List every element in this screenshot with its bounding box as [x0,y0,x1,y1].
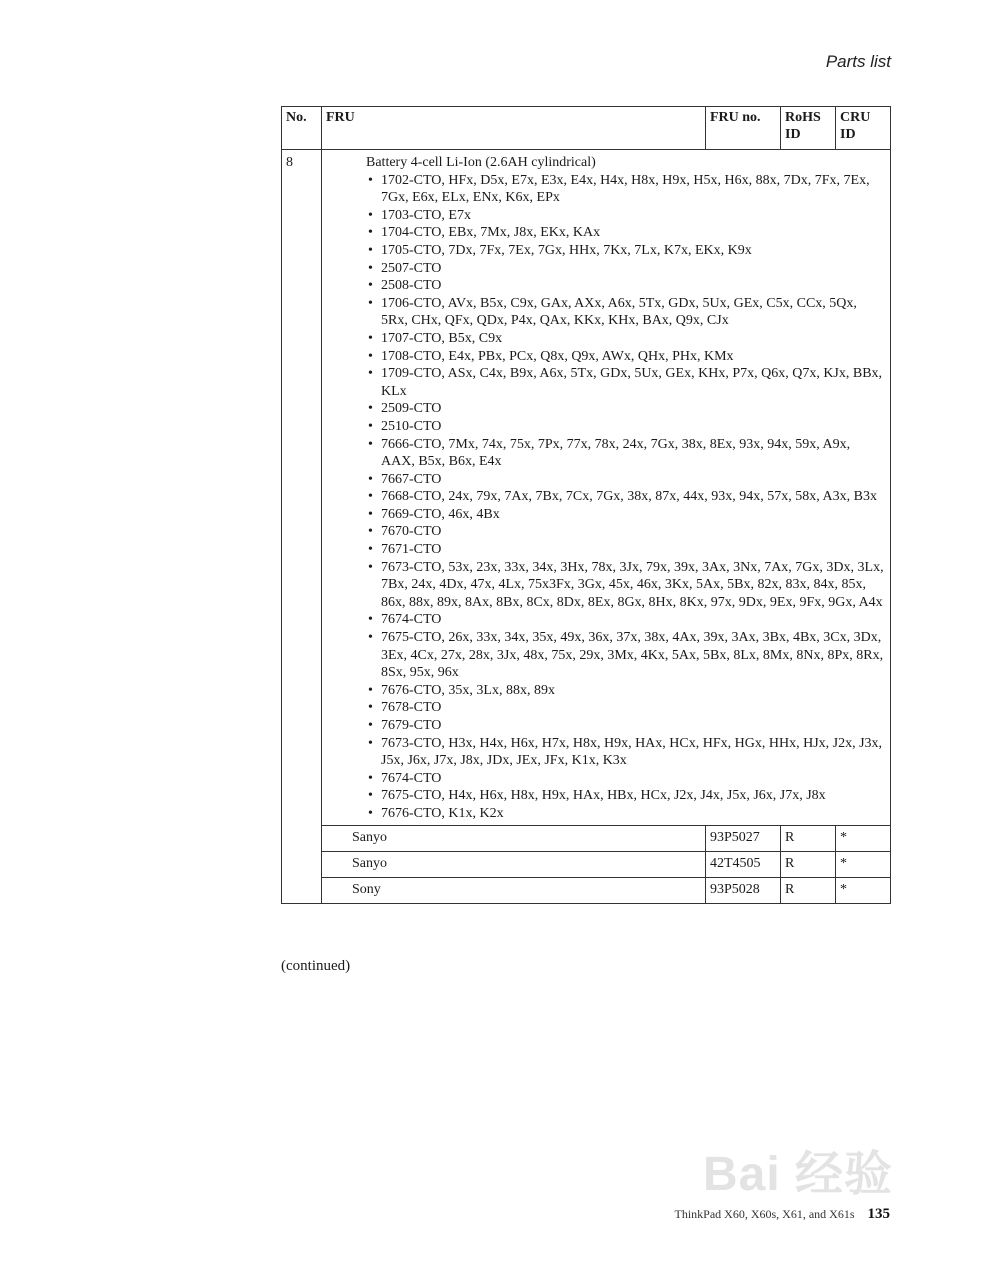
variant-row [282,851,891,877]
variant-cru: * [836,825,891,851]
variant-fru-no: 93P5028 [706,877,781,903]
col-header-rohs-id: RoHS ID [781,107,836,150]
baidu-watermark [703,1133,933,1203]
model-list-item: • 7676-CTO, 35x, 3Lx, 88x, 89x [366,682,886,700]
model-list [366,172,886,823]
variant-row [282,825,891,851]
variant-fru-no: 42T4505 [706,851,781,877]
page-footer [675,1206,891,1223]
book-title: ThinkPad X60, X60s, X61, and X61s [674,1207,855,1221]
model-list-item: • 7679-CTO [366,717,886,735]
col-header-cru-id: CRU ID [836,107,891,150]
model-list-item: • 7678-CTO [366,699,886,717]
watermark-logo: Bai 经验 [703,1148,894,1201]
model-list-item: • 7668-CTO, 24x, 79x, 7Ax, 7Bx, 7Cx, 7Gx, 38x, 87x, 44x, 93x, 94x, 57x, 58x, A3x, B3x [366,488,886,506]
model-list-item: • 7674-CTO [366,770,886,788]
model-list-item: • 7676-CTO, K1x, K2x [366,805,886,823]
model-list-item: • 2507-CTO [366,260,886,278]
model-list-item: • 7669-CTO, 46x, 4Bx [366,506,886,524]
variant-rohs: R [781,877,836,903]
model-list-item: • 7666-CTO, 7Mx, 74x, 75x, 7Px, 77x, 78x, 24x, 7Gx, 38x, 8Ex, 93x, 94x, 59x, A9x, AAX, B5x, B6x, E4x [366,436,886,471]
model-list-item: • 1704-CTO, EBx, 7Mx, J8x, EKx, KAx [366,224,886,242]
variant-rohs: R [781,851,836,877]
model-list-item: • 1702-CTO, HFx, D5x, E7x, E3x, E4x, H4x, H8x, H9x, H5x, H6x, 88x, 7Dx, 7Fx, 7Ex, 7Gx, E6x, ELx, ENx, K6x, EPx [366,172,886,207]
model-list-item: • 1706-CTO, AVx, B5x, C9x, GAx, AXx, A6x, 5Tx, GDx, 5Ux, GEx, C5x, CCx, 5Qx, 5Rx, CHx, QFx, QDx, P4x, QAx, KKx, KHx, BAx, Q9x, CJx [366,295,886,330]
fru-title: Battery 4-cell Li-Ion (2.6AH cylindrical) [366,155,596,170]
variant-cru: * [836,851,891,877]
variant-cru: * [836,877,891,903]
model-list-item: • 1705-CTO, 7Dx, 7Fx, 7Ex, 7Gx, HHx, 7Kx, 7Lx, K7x, EKx, K9x [366,242,886,260]
variant-fru-no: 93P5027 [706,825,781,851]
fru-description [322,150,891,826]
model-list-item: • 7670-CTO [366,523,886,541]
table-row [282,150,891,826]
col-header-no: No. [282,107,322,150]
model-list-item: • 7673-CTO, H3x, H4x, H6x, H7x, H8x, H9x, HAx, HCx, HFx, HGx, HHx, HJx, J2x, J3x, J5x, J6x, J7x, J8x, JDx, JEx, JFx, K1x, K3x [366,735,886,770]
model-list-item: • 2509-CTO [366,400,886,418]
variant-name: Sanyo [322,825,706,851]
model-list-item: • 7667-CTO [366,471,886,489]
model-list-item: • 1707-CTO, B5x, C9x [366,330,886,348]
model-list-item: • 7673-CTO, 53x, 23x, 33x, 34x, 3Hx, 78x, 3Jx, 79x, 39x, 3Ax, 3Nx, 7Ax, 7Gx, 3Dx, 3Lx, 7Bx, 24x, 4Dx, 47x, 4Lx, 75x3Fx, 3Gx, 45x, 46x, 3Kx, 5Ax, 5Bx, 82x, 83x, 84x, 85x, 86x, 88x, 89x, 8Ax, 8Bx, 8Cx, 8Dx, 8Ex, 8Gx, 8Hx, 8Kx, 97x, 9Dx, 9Ex, 9Fx, 9Gx, A4x [366,559,886,612]
model-list-item: • 1709-CTO, ASx, C4x, B9x, A6x, 5Tx, GDx, 5Ux, GEx, KHx, P7x, Q6x, Q7x, KJx, BBx, KLx [366,365,886,400]
model-list-item: • 7675-CTO, H4x, H6x, H8x, H9x, HAx, HBx, HCx, J2x, J4x, J5x, J6x, J7x, J8x [366,787,886,805]
parts-table [281,106,891,904]
col-header-fru: FRU [322,107,706,150]
model-list-item: • 1703-CTO, E7x [366,207,886,225]
continued-note: (continued) [281,958,351,974]
variant-rohs: R [781,825,836,851]
section-title: Parts list [825,52,891,71]
model-list-item: • 7675-CTO, 26x, 33x, 34x, 35x, 49x, 36x, 37x, 38x, 4Ax, 39x, 3Ax, 3Bx, 4Bx, 3Cx, 3Dx, 3Ex, 4Cx, 27x, 28x, 3Jx, 48x, 75x, 29x, 3Mx, 4Kx, 5Ax, 5Bx, 8Lx, 8Mx, 8Nx, 8Px, 8Rx, 8Sx, 95x, 96x [366,629,886,682]
page-number: 135 [867,1206,890,1222]
model-list-item: • 2510-CTO [366,418,886,436]
model-list-item: • 7674-CTO [366,611,886,629]
model-list-item: • 2508-CTO [366,277,886,295]
variant-name: Sanyo [322,851,706,877]
col-header-fru-no: FRU no. [706,107,781,150]
table-header-row [282,107,891,150]
variant-name: Sony [322,877,706,903]
model-list-item: • 7671-CTO [366,541,886,559]
variant-row [282,877,891,903]
model-list-item: • 1708-CTO, E4x, PBx, PCx, Q8x, Q9x, AWx, QHx, PHx, KMx [366,348,886,366]
row-number: 8 [282,150,322,904]
